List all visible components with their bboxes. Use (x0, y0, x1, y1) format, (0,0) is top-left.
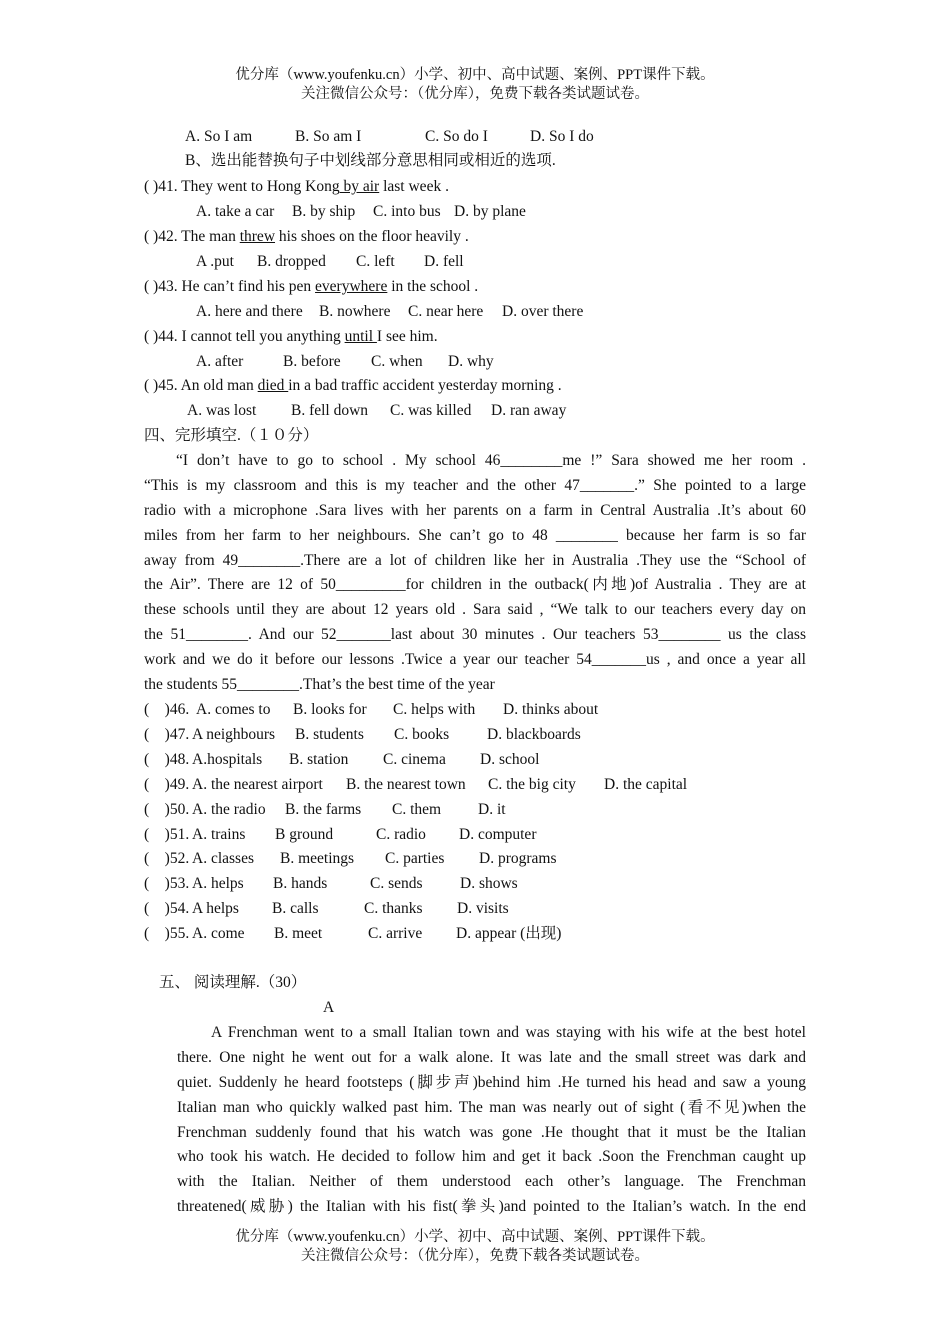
q40-option-c: C. So do I (425, 128, 488, 145)
passage-line: the students 55________.That’s the best time of the year (144, 676, 495, 694)
section-5-title: 五、 阅读理解.（30） (159, 974, 307, 991)
q49-option-c: C. the big city (488, 776, 576, 793)
q40-option-d: D. So I do (530, 128, 594, 145)
question-number: 48. (169, 751, 190, 768)
underlined-phrase: threw (239, 228, 276, 245)
underlined-phrase: until (344, 328, 377, 345)
passage-line: these schools until they are about 12 years old . Sara said , “We talk to our teachers every day on (144, 601, 806, 619)
question-text-end: in the school . (387, 278, 479, 295)
reading-passage-a (177, 1021, 806, 1220)
q44-option-a: A. after (196, 353, 244, 370)
q51-option-c: C. radio (376, 826, 426, 843)
q40-option-b: B. So am I (295, 128, 362, 145)
q44-option-c: C. when (371, 353, 423, 370)
q45-option-c: C. was killed (390, 402, 472, 419)
q48-option-c: C. cinema (383, 751, 446, 768)
q46-option-b: B. looks for (293, 701, 367, 718)
q43-option-c: C. near here (408, 303, 484, 320)
answer-bracket[interactable]: ( ) (144, 875, 170, 892)
question-number: 55. (169, 925, 190, 942)
q45-option-b: B. fell down (291, 402, 369, 419)
passage-line: threatened(威胁) the Italian with his fist(拳头)and pointed to the Italian’s watch. In the end (177, 1198, 806, 1216)
q48-option-d: D. school (480, 751, 540, 768)
question-text: 43. He can’t find his pen (158, 278, 316, 295)
question-number: 46. (169, 701, 190, 718)
answer-bracket[interactable]: ( ) (144, 726, 170, 743)
q55-option-a: A. come (192, 925, 245, 942)
q52-option-c: C. parties (385, 850, 445, 867)
underlined-phrase: died (257, 377, 289, 394)
cloze-passage (144, 449, 806, 698)
question-text: 41. They went to Hong Kong (158, 178, 340, 195)
question-44 (144, 325, 438, 349)
q42-option-d: D. fell (424, 253, 464, 270)
q42-option-a: A .put (196, 253, 234, 270)
answer-bracket[interactable]: ( ) (144, 826, 170, 843)
question-number: 54. (169, 900, 190, 917)
cloze-question-50 (144, 798, 189, 822)
q48-option-a: A.hospitals (192, 751, 263, 768)
passage-line: Italian man who quickly walked past him. The man was nearly out of sight (看不见)when the (177, 1098, 806, 1116)
q47-option-c: C. books (394, 726, 450, 743)
answer-bracket[interactable]: ( ) (144, 900, 170, 917)
question-text-end: his shoes on the floor heavily . (275, 228, 469, 245)
q54-option-b: B. calls (272, 900, 319, 917)
q49-option-a: A. the nearest airport (192, 776, 323, 793)
q53-option-a: A. helps (192, 875, 244, 892)
q41-option-b: B. by ship (292, 203, 356, 220)
header-line-1: 优分库（www.youfenku.cn）小学、初中、高中试题、案例、PPT课件下载。 (235, 67, 715, 83)
answer-bracket[interactable]: ( ) (144, 850, 170, 867)
q41-option-d: D. by plane (454, 203, 526, 220)
q51-option-d: D. computer (459, 826, 537, 843)
answer-bracket[interactable]: ( ) (144, 278, 159, 295)
question-45 (144, 374, 562, 398)
cloze-question-54 (144, 897, 189, 921)
answer-bracket[interactable]: ( ) (144, 377, 159, 394)
q54-option-a: A helps (192, 900, 239, 917)
q55-option-d: D. appear (出现) (456, 925, 562, 942)
q52-option-d: D. programs (479, 850, 557, 867)
q50-option-c: C. them (392, 801, 442, 818)
passage-line: with the Italian. Neither of them understood each other’s language. The Frenchman (177, 1173, 806, 1191)
cloze-question-46 (144, 698, 189, 722)
q42-option-b: B. dropped (257, 253, 326, 270)
q55-option-c: C. arrive (368, 925, 423, 942)
q48-option-b: B. station (289, 751, 349, 768)
passage-line: miles from her farm to her neighbours. She can’t go to 48 ________ because her farm is so far (144, 526, 806, 544)
q53-option-c: C. sends (370, 875, 423, 892)
answer-bracket[interactable]: ( ) (144, 228, 159, 245)
passage-line: the 51________. And our 52_______last about 30 minutes . Our teachers 53________ us the class (144, 626, 806, 644)
question-number: 52. (169, 850, 190, 867)
question-42 (144, 225, 469, 249)
cloze-question-48 (144, 748, 189, 772)
q46-option-d: D. thinks about (503, 701, 599, 718)
cloze-question-51 (144, 823, 189, 847)
section-b-title: B、选出能替换句子中划线部分意思相同或相近的选项. (185, 152, 556, 169)
page-header (0, 66, 950, 104)
underlined-phrase: by air (339, 178, 380, 195)
answer-bracket[interactable]: ( ) (144, 776, 170, 793)
q50-option-d: D. it (478, 801, 506, 818)
question-text: 44. I cannot tell you anything (158, 328, 345, 345)
q44-option-b: B. before (283, 353, 341, 370)
q49-option-d: D. the capital (604, 776, 688, 793)
answer-bracket[interactable]: ( ) (144, 701, 170, 718)
q54-option-d: D. visits (457, 900, 509, 917)
q43-option-d: D. over there (502, 303, 584, 320)
q47-option-d: D. blackboards (487, 726, 581, 743)
question-text-end: last week . (379, 178, 449, 195)
passage-line: work and we do it before our lessons .Twice a year our teacher 54_______us , and once a year all (144, 651, 806, 669)
q43-option-b: B. nowhere (319, 303, 391, 320)
q46-option-c: C. helps with (393, 701, 476, 718)
q47-option-a: A neighbours (192, 726, 276, 743)
passage-line: Frenchman suddenly found that his watch was gone .He thought that it must be the Italian (177, 1123, 806, 1141)
passage-line: quiet. Suddenly he heard footsteps (脚步声)behind him .He turned his head and saw a young (177, 1073, 806, 1091)
passage-a-label: A (323, 999, 335, 1016)
q46-option-a: A. comes to (196, 701, 271, 718)
q45-option-a: A. was lost (187, 402, 257, 419)
question-number: 51. (169, 826, 190, 843)
question-number: 53. (169, 875, 190, 892)
passage-line: “This is my classroom and this is my teacher and the other 47_______.” She pointed to a large (144, 476, 806, 494)
passage-line: the Air”. There are 12 of 50_________for children in the outback(内地)of Australia . They are at (144, 576, 806, 594)
question-number: 49. (169, 776, 190, 793)
question-text: 45. An old man (158, 377, 258, 394)
cloze-question-55 (144, 922, 189, 946)
q42-option-c: C. left (356, 253, 395, 270)
passage-line: radio with a microphone .Sara lives with her parents on a farm in Central Australia .It’s about 60 (144, 501, 806, 519)
header-line-2: 关注微信公众号：（优分库），免费下载各类试题试卷。 (301, 86, 649, 102)
question-text: 42. The man (158, 228, 240, 245)
q44-option-d: D. why (448, 353, 494, 370)
cloze-question-47 (144, 723, 189, 747)
q52-option-a: A. classes (192, 850, 254, 867)
q43-option-a: A. here and there (196, 303, 303, 320)
answer-bracket[interactable]: ( ) (144, 925, 170, 942)
underlined-phrase: everywhere (315, 278, 388, 295)
page-footer (0, 1228, 950, 1266)
cloze-question-49 (144, 773, 189, 797)
question-number: 50. (169, 801, 190, 818)
question-number: 47. (169, 726, 190, 743)
q41-option-c: C. into bus (373, 203, 441, 220)
q40-option-a: A. So I am (185, 128, 253, 145)
q41-option-a: A. take a car (196, 203, 275, 220)
footer-line-1: 优分库（www.youfenku.cn）小学、初中、高中试题、案例、PPT课件下载。 (235, 1229, 715, 1245)
q50-option-a: A. the radio (192, 801, 266, 818)
q50-option-b: B. the farms (285, 801, 362, 818)
q55-option-b: B. meet (274, 925, 323, 942)
q53-option-b: B. hands (273, 875, 328, 892)
question-text-end: I see him. (376, 328, 438, 345)
q51-option-a: A. trains (192, 826, 246, 843)
q47-option-b: B. students (295, 726, 364, 743)
answer-bracket[interactable]: ( ) (144, 751, 170, 768)
passage-line: A Frenchman went to a small Italian town and was staying with his wife at the best hotel (211, 1024, 806, 1041)
answer-bracket[interactable]: ( ) (144, 328, 159, 345)
q51-option-b: B ground (275, 826, 334, 843)
passage-line: who took his watch. He decided to follow him and get it back .Soon the Frenchman caught up (177, 1148, 806, 1166)
cloze-question-53 (144, 872, 189, 896)
q54-option-c: C. thanks (364, 900, 423, 917)
passage-line: “I don’t have to go to school . My school 46________me !” Sara showed me her room . (176, 452, 806, 469)
cloze-question-52 (144, 847, 189, 871)
question-43 (144, 275, 478, 299)
q52-option-b: B. meetings (280, 850, 355, 867)
passage-line: there. One night he went out for a walk alone. It was late and the small street was dark and (177, 1048, 806, 1066)
q45-option-d: D. ran away (491, 402, 567, 419)
answer-bracket[interactable]: ( ) (144, 178, 159, 195)
question-41 (144, 175, 449, 199)
question-text-end: in a bad traffic accident yesterday morning . (288, 377, 562, 394)
section-4-title: 四、完形填空.（１０分） (144, 427, 319, 444)
q49-option-b: B. the nearest town (346, 776, 466, 793)
footer-line-2: 关注微信公众号：（优分库），免费下载各类试题试卷。 (301, 1248, 649, 1264)
passage-line: away from 49________.There are a lot of children like her in Australia .They use the “School of (144, 551, 806, 569)
answer-bracket[interactable]: ( ) (144, 801, 170, 818)
q53-option-d: D. shows (460, 875, 518, 892)
